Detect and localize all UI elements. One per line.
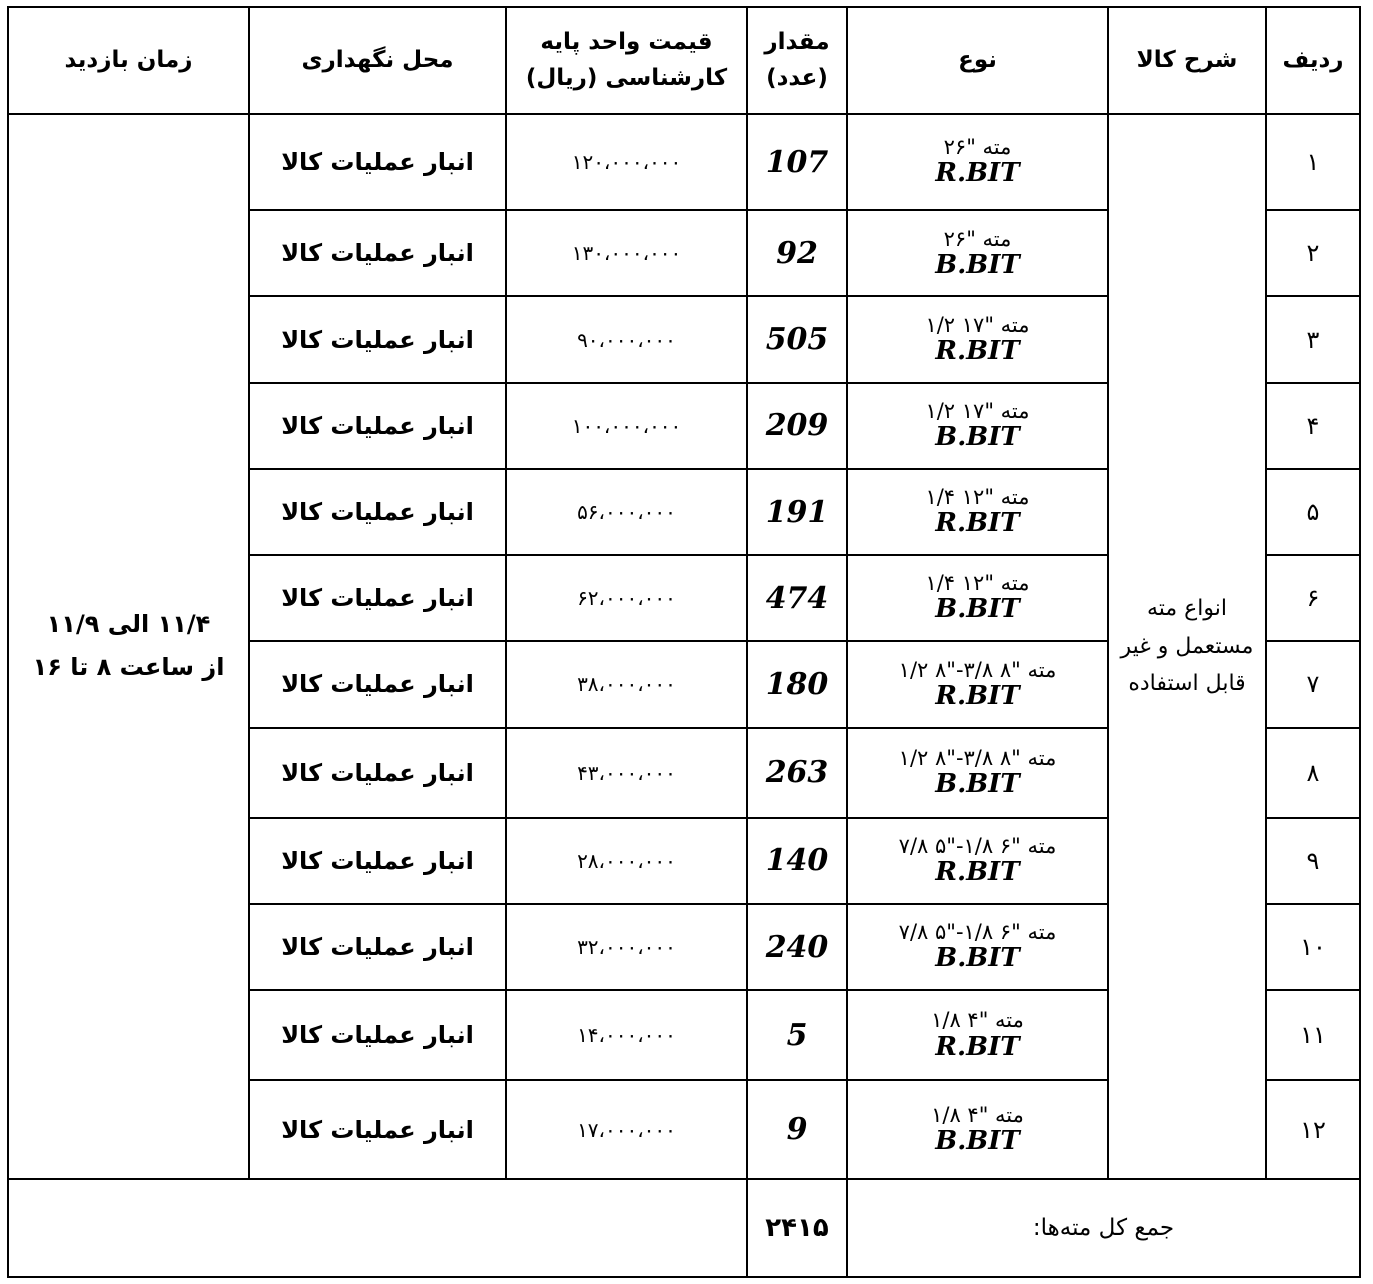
item-type-persian: مته "۱۷ ۱/۲ (925, 312, 1030, 337)
total-empty-cell (8, 1179, 747, 1277)
item-type-code: B.BIT (935, 594, 1020, 625)
header-quantity-line1: مقدار (764, 28, 830, 55)
item-price: ۲۸،۰۰۰،۰۰۰ (506, 818, 747, 904)
item-location: انبار عملیات کالا (249, 904, 506, 990)
row-number: ۳ (1266, 296, 1360, 382)
header-price-line1: قیمت واحد پایه (540, 28, 713, 55)
item-type-persian: مته "۲۶ (943, 226, 1012, 251)
item-type-persian: مته "۱۷ ۱/۲ (925, 398, 1030, 423)
row-number: ۸ (1266, 728, 1360, 818)
item-location: انبار عملیات کالا (249, 114, 506, 210)
item-location: انبار عملیات کالا (249, 383, 506, 469)
item-type-persian: مته "۱۲ ۱/۴ (925, 485, 1030, 510)
item-quantity: 191 (747, 469, 847, 555)
item-type (847, 728, 1108, 818)
row-number: ۱۰ (1266, 904, 1360, 990)
visit-time-hours: از ساعت ۸ تا ۱۶ (32, 653, 225, 682)
item-type (847, 904, 1108, 990)
visit-time-dates: ۱۱/۴ الی ۱۱/۹ (46, 610, 211, 639)
item-price: ۳۲،۰۰۰،۰۰۰ (506, 904, 747, 990)
item-type-code: R.BIT (935, 158, 1020, 189)
item-type-code: R.BIT (935, 857, 1020, 888)
item-type-code: R.BIT (935, 508, 1020, 539)
item-type-persian: مته "۴ ۱/۸ (931, 1008, 1024, 1033)
item-type-persian: مته "۲۶ (943, 135, 1012, 160)
item-type-persian: مته "۸ ۳/۸-"۸ ۱/۲ (898, 657, 1057, 682)
item-location: انبار عملیات کالا (249, 296, 506, 382)
item-price: ۶۲،۰۰۰،۰۰۰ (506, 555, 747, 641)
header-row (8, 7, 1360, 114)
item-quantity: 240 (747, 904, 847, 990)
item-type (847, 469, 1108, 555)
item-quantity: 107 (747, 114, 847, 210)
item-description: انواع مته مستعمل و غیر قابل استفاده (1108, 114, 1266, 1179)
inventory-table (7, 6, 1361, 1278)
item-type (847, 383, 1108, 469)
header-quantity-line2: (عدد) (766, 64, 828, 91)
item-quantity: 180 (747, 641, 847, 727)
item-quantity: 505 (747, 296, 847, 382)
item-price: ۱۴،۰۰۰،۰۰۰ (506, 990, 747, 1080)
row-number: ۹ (1266, 818, 1360, 904)
visit-time (8, 114, 249, 1179)
total-label: جمع کل مته‌ها: (847, 1179, 1360, 1277)
item-quantity: 92 (747, 210, 847, 296)
item-quantity: 9 (747, 1080, 847, 1178)
table-row (8, 114, 1360, 210)
row-number: ۷ (1266, 641, 1360, 727)
item-type-code: B.BIT (935, 422, 1020, 453)
item-price: ۱۷،۰۰۰،۰۰۰ (506, 1080, 747, 1178)
header-price-line2: کارشناسی (ریال) (525, 64, 728, 91)
item-price: ۵۶،۰۰۰،۰۰۰ (506, 469, 747, 555)
item-location: انبار عملیات کالا (249, 555, 506, 641)
header-row-number: ردیف (1266, 7, 1360, 114)
row-number: ۶ (1266, 555, 1360, 641)
item-location: انبار عملیات کالا (249, 990, 506, 1080)
item-type (847, 114, 1108, 210)
header-description: شرح کالا (1108, 7, 1266, 114)
total-value: ۲۴۱۵ (747, 1179, 847, 1277)
row-number: ۲ (1266, 210, 1360, 296)
item-type (847, 818, 1108, 904)
item-type (847, 990, 1108, 1080)
row-number: ۵ (1266, 469, 1360, 555)
item-location: انبار عملیات کالا (249, 1080, 506, 1178)
item-type (847, 1080, 1108, 1178)
row-number: ۱۲ (1266, 1080, 1360, 1178)
row-number: ۱ (1266, 114, 1360, 210)
item-type (847, 555, 1108, 641)
item-location: انبار عملیات کالا (249, 818, 506, 904)
item-price: ۳۸،۰۰۰،۰۰۰ (506, 641, 747, 727)
header-type: نوع (847, 7, 1108, 114)
header-quantity (747, 7, 847, 114)
item-type-persian: مته "۱۲ ۱/۴ (925, 571, 1030, 596)
item-type-persian: مته "۶ ۱/۸-"۵ ۷/۸ (898, 920, 1057, 945)
item-location: انبار عملیات کالا (249, 469, 506, 555)
item-quantity: 263 (747, 728, 847, 818)
item-type (847, 210, 1108, 296)
item-type-code: B.BIT (935, 768, 1020, 799)
item-type-code: B.BIT (935, 249, 1020, 280)
header-visit-time: زمان بازدید (8, 7, 249, 114)
item-type-persian: مته "۸ ۳/۸-"۸ ۱/۲ (898, 745, 1057, 770)
item-price: ۱۰۰،۰۰۰،۰۰۰ (506, 383, 747, 469)
item-location: انبار عملیات کالا (249, 641, 506, 727)
item-quantity: 140 (747, 818, 847, 904)
item-type-code: B.BIT (935, 943, 1020, 974)
item-type (847, 641, 1108, 727)
item-price: ۴۳،۰۰۰،۰۰۰ (506, 728, 747, 818)
item-price: ۱۲۰،۰۰۰،۰۰۰ (506, 114, 747, 210)
item-type-persian: مته "۴ ۱/۸ (931, 1102, 1024, 1127)
item-price: ۹۰،۰۰۰،۰۰۰ (506, 296, 747, 382)
item-quantity: 209 (747, 383, 847, 469)
header-price (506, 7, 747, 114)
row-number: ۴ (1266, 383, 1360, 469)
item-type (847, 296, 1108, 382)
item-price: ۱۳۰،۰۰۰،۰۰۰ (506, 210, 747, 296)
item-quantity: 474 (747, 555, 847, 641)
row-number: ۱۱ (1266, 990, 1360, 1080)
item-quantity: 5 (747, 990, 847, 1080)
total-row (8, 1179, 1360, 1277)
item-type-code: R.BIT (935, 680, 1020, 711)
header-location: محل نگهداری (249, 7, 506, 114)
item-type-code: R.BIT (935, 335, 1020, 366)
item-type-code: B.BIT (935, 1125, 1020, 1156)
item-type-persian: مته "۶ ۱/۸-"۵ ۷/۸ (898, 834, 1057, 859)
item-type-code: R.BIT (935, 1031, 1020, 1062)
item-location: انبار عملیات کالا (249, 728, 506, 818)
item-location: انبار عملیات کالا (249, 210, 506, 296)
